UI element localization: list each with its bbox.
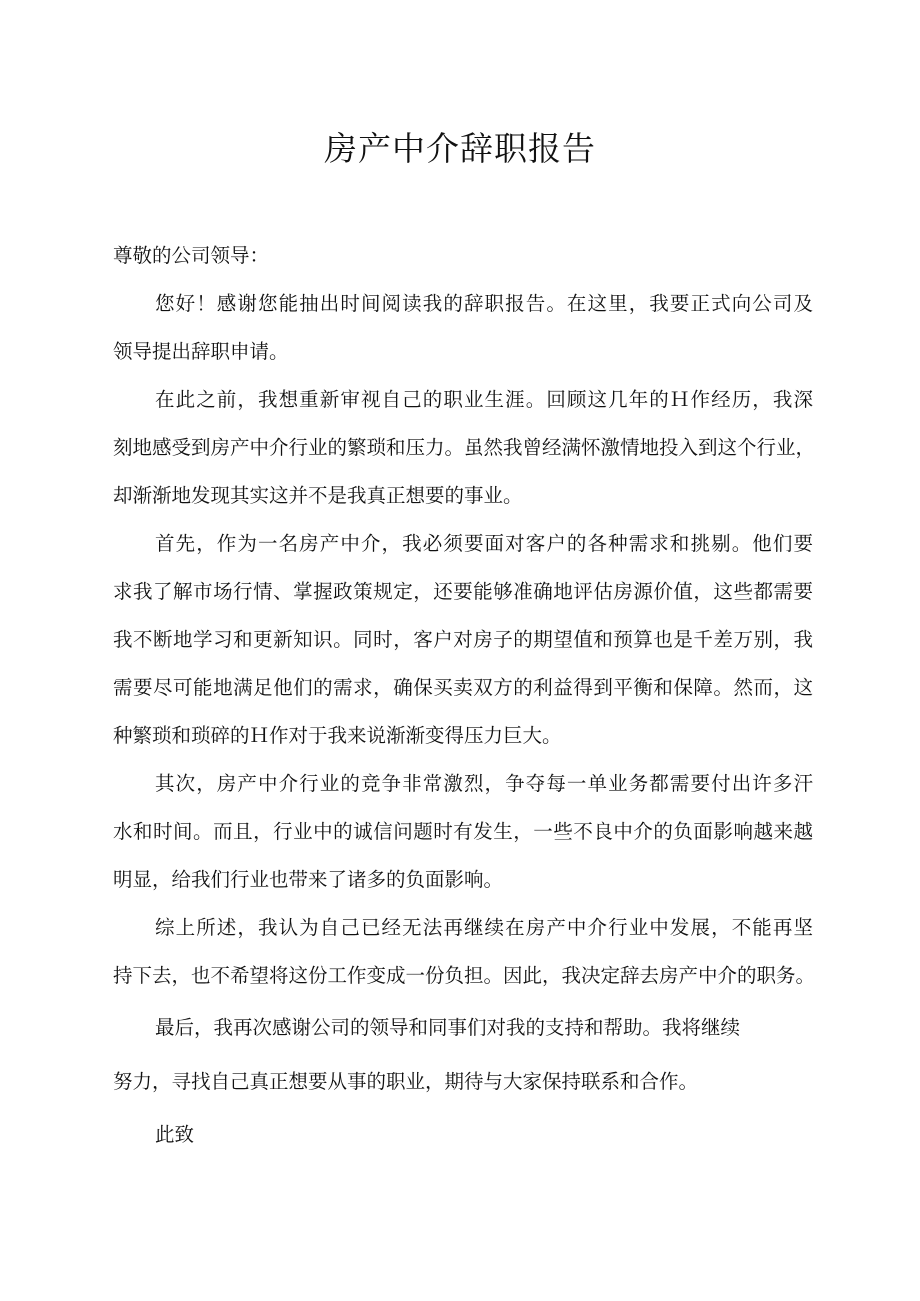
paragraph-line: 持下去，也不希望将这份工作变成一份负担。因此，我决定辞去房产中介的职务。 bbox=[113, 964, 816, 987]
paragraph-line: 领导提出辞职申请。 bbox=[113, 340, 289, 363]
paragraph-line: 水和时间。而且，行业中的诚信问题时有发生，一些不良中介的负面影响越来越 bbox=[113, 820, 813, 843]
paragraph-line: 其次，房产中介行业的竞争非常激烈，争夺每一单业务都需要付出许多汗 bbox=[155, 772, 813, 795]
paragraph-line: 努力，寻找自己真正想要从事的职业，期待与大家保持联系和合作。 bbox=[113, 1070, 699, 1093]
paragraph-line: 首先，作为一名房产中介，我必须要面对客户的各种需求和挑剔。他们要 bbox=[155, 532, 813, 555]
salutation: 尊敬的公司领导： bbox=[113, 244, 270, 267]
paragraph-line: 您好！感谢您能抽出时间阅读我的辞职报告。在这里，我要正式向公司及 bbox=[155, 292, 813, 315]
paragraph-line: 需要尽可能地满足他们的需求，确保买卖双方的利益得到平衡和保障。然而，这 bbox=[113, 676, 813, 699]
paragraph-line: 明显，给我们行业也带来了诸多的负面影响。 bbox=[113, 868, 504, 891]
paragraph-line: 综上所述，我认为自己已经无法再继续在房产中介行业中发展，不能再坚 bbox=[155, 916, 813, 939]
paragraph-line: 求我了解市场行情、掌握政策规定，还要能够准确地评估房源价值，这些都需要 bbox=[113, 580, 813, 603]
document-title: 房产中介辞职报告 bbox=[324, 129, 596, 168]
paragraph-line: 刻地感受到房产中介行业的繁琐和压力。虽然我曾经满怀激情地投入到这个行业， bbox=[113, 436, 816, 459]
paragraph-line: 我不断地学习和更新知识。同时，客户对房子的期望值和预算也是千差万别，我 bbox=[113, 628, 813, 651]
closing-line: 此致 bbox=[155, 1123, 195, 1146]
paragraph-line: 种繁琐和琐碎的Ｈ作对于我来说渐渐变得压力巨大。 bbox=[113, 724, 562, 747]
paragraph-line: 在此之前，我想重新审视自己的职业生涯。回顾这几年的Ｈ作经历，我深 bbox=[155, 388, 813, 411]
paragraph-line: 最后，我再次感谢公司的领导和同事们对我的支持和帮助。我将继续 bbox=[155, 1016, 741, 1039]
paragraph-line: 却渐渐地发现其实这并不是我真正想要的事业。 bbox=[113, 484, 523, 507]
